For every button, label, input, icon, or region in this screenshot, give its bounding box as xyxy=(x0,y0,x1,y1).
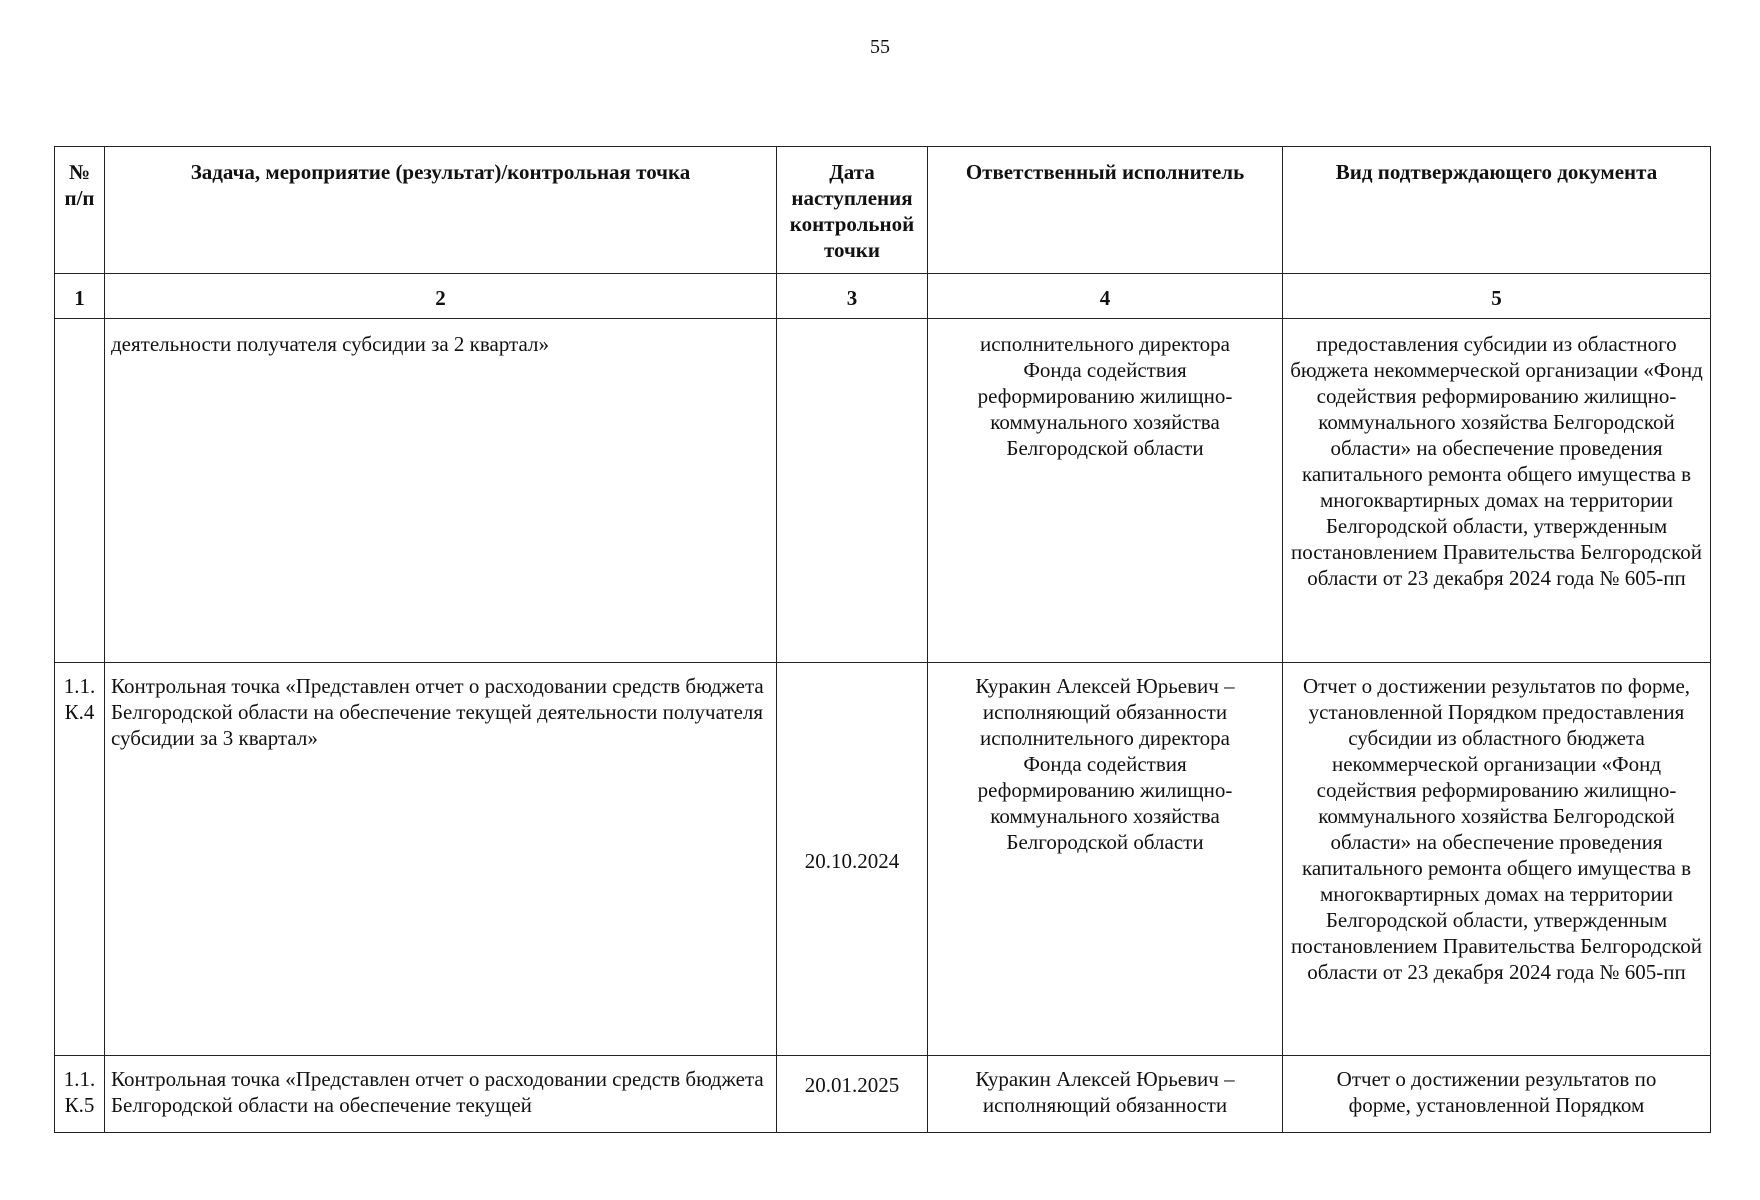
table-row xyxy=(55,319,1711,663)
row-responsible: Куракин Алексей Юрьевич – исполняющий обязанности исполнительного директора Фонда содействия реформированию жилищно-коммунального хозяйства Белгородской области xyxy=(928,663,1283,1056)
column-number: 1 xyxy=(55,274,105,319)
header-row xyxy=(55,147,1711,274)
row-document: Отчет о достижении результатов по форме, установленной Порядком xyxy=(1283,1056,1711,1133)
row-date: 20.01.2025 xyxy=(777,1056,928,1133)
row-task: деятельности получателя субсидии за 2 квартал» xyxy=(105,319,777,663)
row-document: предоставления субсидии из областного бюджета некоммерческой организации «Фонд содействия реформированию жилищно-коммунального хозяйства Белгородской области» на обеспечение проведения капитального ремонта общего имущества в многоквартирных домах на территории Белгородской области, утвержденным постановлением Правительства Белгородской области от 23 декабря 2024 года № 605-пп xyxy=(1283,319,1711,663)
row-date: 20.10.2024 xyxy=(777,663,928,1056)
header-document: Вид подтверждающего документа xyxy=(1283,147,1711,274)
row-number xyxy=(55,319,105,663)
row-responsible: Куракин Алексей Юрьевич – исполняющий обязанности xyxy=(928,1056,1283,1133)
column-number: 4 xyxy=(928,274,1283,319)
row-responsible: исполнительного директора Фонда содействия реформированию жилищно-коммунального хозяйства Белгородской области xyxy=(928,319,1283,663)
row-date xyxy=(777,319,928,663)
row-number: 1.1. К.5 xyxy=(55,1056,105,1133)
column-number: 5 xyxy=(1283,274,1711,319)
row-number: 1.1. К.4 xyxy=(55,663,105,1056)
header-num: № п/п xyxy=(55,147,105,274)
table-row xyxy=(55,1056,1711,1133)
column-number-row xyxy=(55,274,1711,319)
table-row xyxy=(55,663,1711,1056)
row-document: Отчет о достижении результатов по форме, установленной Порядком предоставления субсидии из областного бюджета некоммерческой организации «Фонд содействия реформированию жилищно-коммунального хозяйства Белгородской области» на обеспечение проведения капитального ремонта общего имущества в многоквартирных домах на территории Белгородской области, утвержденным постановлением Правительства Белгородской области от 23 декабря 2024 года № 605-пп xyxy=(1283,663,1711,1056)
control-points-table xyxy=(54,146,1711,1133)
header-task: Задача, мероприятие (результат)/контрольная точка xyxy=(105,147,777,274)
row-task: Контрольная точка «Представлен отчет о расходовании средств бюджета Белгородской области на обеспечение текущей xyxy=(105,1056,777,1133)
page-number: 55 xyxy=(870,36,890,58)
header-responsible: Ответственный исполнитель xyxy=(928,147,1283,274)
column-number: 2 xyxy=(105,274,777,319)
header-date: Дата наступления контрольной точки xyxy=(777,147,928,274)
row-task: Контрольная точка «Представлен отчет о расходовании средств бюджета Белгородской области на обеспечение текущей деятельности получателя субсидии за 3 квартал» xyxy=(105,663,777,1056)
column-number: 3 xyxy=(777,274,928,319)
